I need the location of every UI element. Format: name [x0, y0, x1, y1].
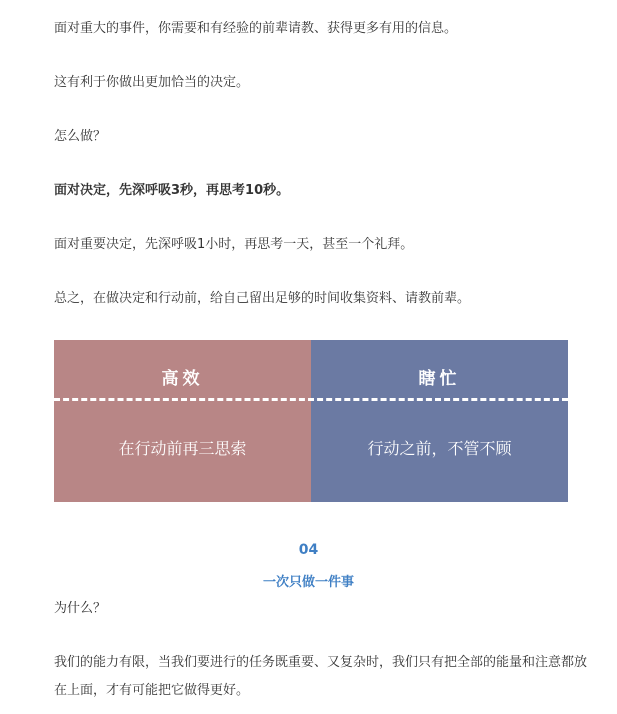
- paragraph-breathe-think: 面对决定，先深呼吸3秒，再思考10秒。: [54, 183, 290, 198]
- paragraph-limited-ability: 我们的能力有限，当我们要进行的任务既重要、又复杂时，我们只有把全部的能量和注意都放在上面，才有可能把它做得更好。: [54, 655, 588, 698]
- section-number: 04: [298, 542, 319, 558]
- comparison-right-text: 行动之前，不管不顾: [367, 439, 512, 458]
- paragraph-better-decision: 这有利于你做出更加恰当的决定。: [54, 75, 250, 90]
- comparison-graphic: [54, 340, 568, 502]
- paragraph-important-decision: 面对重要决定，先深呼吸1小时，再思考一天，甚至一个礼拜。: [54, 237, 414, 252]
- paragraph-consult-seniors: 面对重大的事件，你需要和有经验的前辈请教、获得更多有用的信息。: [54, 21, 458, 36]
- dashed-divider: [54, 398, 568, 401]
- comparison-left-title: 高效: [161, 369, 204, 389]
- paragraph-how-to: 怎么做？: [54, 129, 107, 144]
- comparison-left-panel: [54, 340, 311, 502]
- comparison-left-text: 在行动前再三思索: [118, 439, 247, 458]
- paragraph-why: 为什么？: [54, 601, 107, 616]
- comparison-right-panel: [311, 340, 568, 502]
- section-title: 一次只做一件事: [262, 575, 354, 590]
- comparison-right-title: 瞎忙: [418, 369, 461, 389]
- paragraph-summary: 总之，在做决定和行动前，给自己留出足够的时间收集资料、请教前辈。: [54, 291, 471, 306]
